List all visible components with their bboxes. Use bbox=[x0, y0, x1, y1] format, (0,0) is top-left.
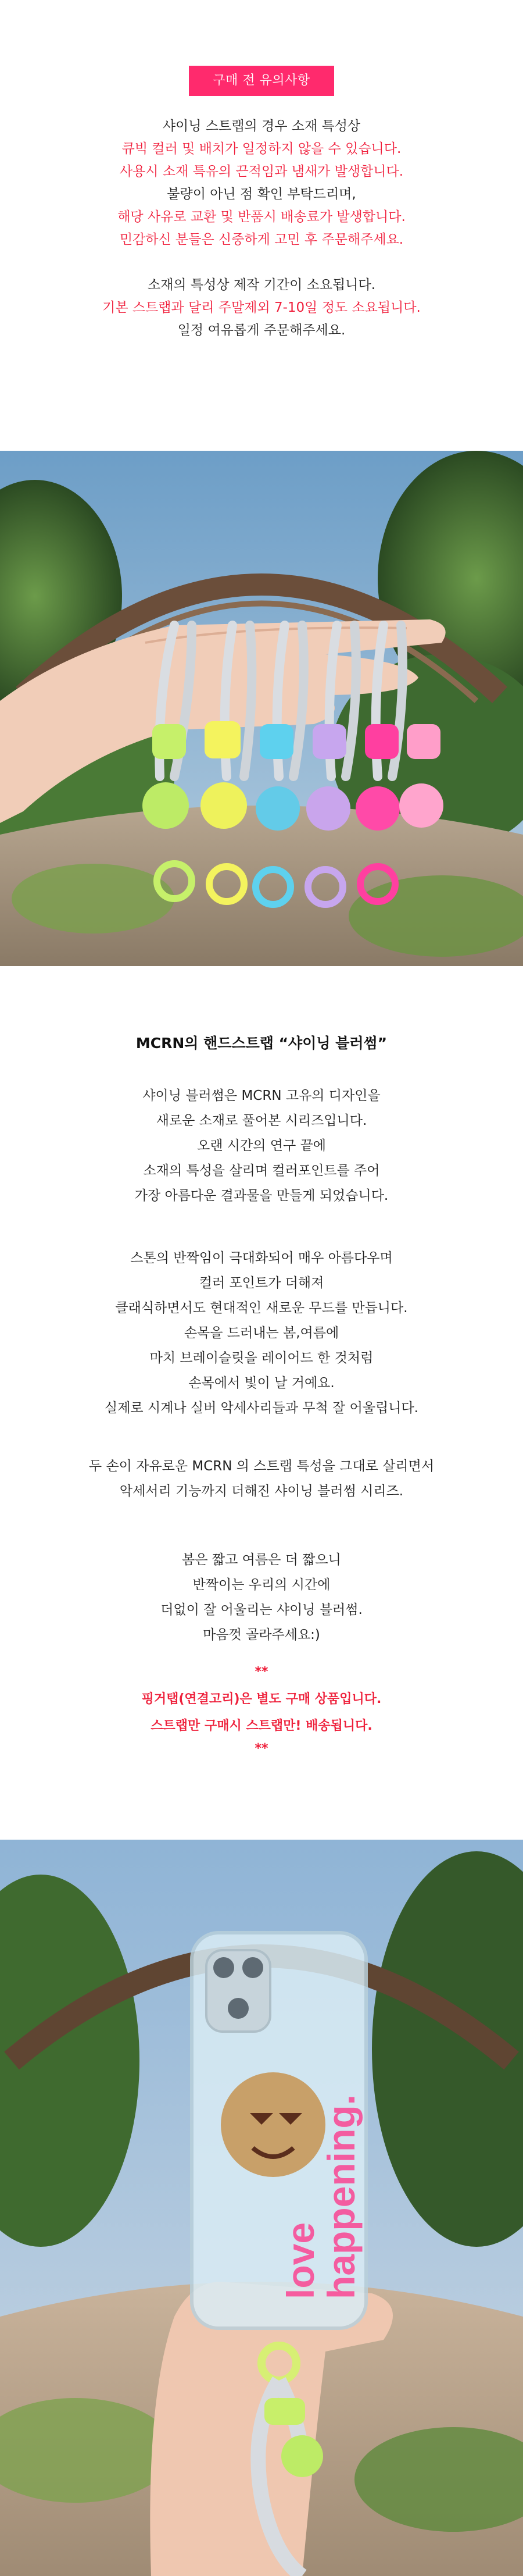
notice-line: 소재의 특성상 제작 기간이 소요됩니다. bbox=[147, 277, 376, 293]
description-line: 컬러 포인트가 더해져 bbox=[199, 1275, 324, 1291]
photo-phone-illustration bbox=[0, 1840, 523, 2576]
description-line: 가장 아름다운 결과물을 만들게 되었습니다. bbox=[134, 1188, 389, 1203]
description-line: 실제로 시계나 실버 악세사리들과 무척 잘 어울립니다. bbox=[105, 1401, 418, 1416]
description-line: 봄은 짧고 여름은 더 짧으니 bbox=[182, 1552, 341, 1567]
notice-line: 불량이 아닌 점 확인 부탁드리며, bbox=[167, 187, 356, 202]
description-line: 악세서리 기능까지 더해진 샤이닝 블러썸 시리즈. bbox=[119, 1484, 404, 1499]
description-title: MCRN의 핸드스트랩 “샤이닝 블러썸” bbox=[135, 1035, 388, 1052]
description-paragraph-3 bbox=[0, 1454, 523, 1504]
description-line: 새로운 소재로 풀어본 시리즈입니다. bbox=[156, 1113, 367, 1128]
description-line: 샤이닝 블러썸은 MCRN 고유의 디자인을 bbox=[142, 1088, 381, 1103]
product-photo-phone-case-with-strap bbox=[0, 1840, 523, 2576]
product-description-section bbox=[0, 966, 523, 1840]
description-line: 마치 브레이슬릿을 레이어드 한 것처럼 bbox=[149, 1351, 374, 1366]
notice-line: 샤이닝 스트랩의 경우 소재 특성상 bbox=[162, 119, 361, 134]
notice-line: 해당 사유로 교환 및 반품시 배송료가 발생합니다. bbox=[117, 209, 406, 225]
description-line: 소재의 특성을 살리며 컬러포인트를 주어 bbox=[143, 1163, 380, 1178]
notice-line: 민감하신 분들은 신중하게 고민 후 주문해주세요. bbox=[119, 232, 404, 247]
description-line: 오랜 시간의 연구 끝에 bbox=[197, 1138, 326, 1153]
photo-straps-illustration bbox=[0, 451, 523, 966]
notice-line: 큐빅 컬러 및 배치가 일정하지 않을 수 있습니다. bbox=[121, 141, 402, 156]
notice-text bbox=[0, 115, 523, 342]
description-line: 마음껏 골라주세요:) bbox=[203, 1627, 320, 1642]
note-fingertab-separate: 핑거탭(연결고리)은 별도 구매 상품입니다. bbox=[141, 1692, 382, 1706]
notice-badge: 구매 전 유의사항 bbox=[189, 66, 334, 96]
note-strap-only-shipping: 스트랩만 구매시 스트랩만! 배송됩니다. bbox=[151, 1719, 372, 1733]
product-photo-straps-in-hand bbox=[0, 451, 523, 966]
description-line: 반짝이는 우리의 시간에 bbox=[192, 1577, 331, 1592]
notice-line: 일정 여유롭게 주문해주세요. bbox=[177, 323, 346, 338]
phone-case-text-2: happening. bbox=[320, 2094, 363, 2299]
phone-case-text-1: love bbox=[279, 2222, 322, 2299]
description-paragraph-2 bbox=[0, 1246, 523, 1421]
purchase-notice-section bbox=[0, 0, 523, 451]
description-line: 손목을 드러내는 봄,여름에 bbox=[184, 1326, 339, 1341]
note-stars-bottom: ** bbox=[255, 1741, 268, 1756]
description-line: 손목에서 빛이 날 거예요. bbox=[188, 1376, 335, 1391]
description-line: 클래식하면서도 현대적인 새로운 무드를 만듭니다. bbox=[115, 1301, 408, 1316]
notice-line bbox=[0, 251, 523, 274]
notice-line: 사용시 소재 특유의 끈적임과 냄새가 발생합니다. bbox=[119, 164, 404, 179]
description-paragraph-4 bbox=[0, 1548, 523, 1648]
description-line: 더없이 잘 어울리는 샤이닝 블러썸. bbox=[160, 1602, 363, 1617]
note-stars-top: ** bbox=[255, 1665, 268, 1679]
description-line: 두 손이 자유로운 MCRN 의 스트랩 특성을 그대로 살리면서 bbox=[88, 1459, 435, 1474]
notice-line: 기본 스트랩과 달리 주말제외 7-10일 정도 소요됩니다. bbox=[102, 300, 421, 315]
description-line: 스톤의 반짝임이 극대화되어 매우 아름다우며 bbox=[130, 1250, 393, 1266]
description-paragraph-1 bbox=[0, 1084, 523, 1209]
